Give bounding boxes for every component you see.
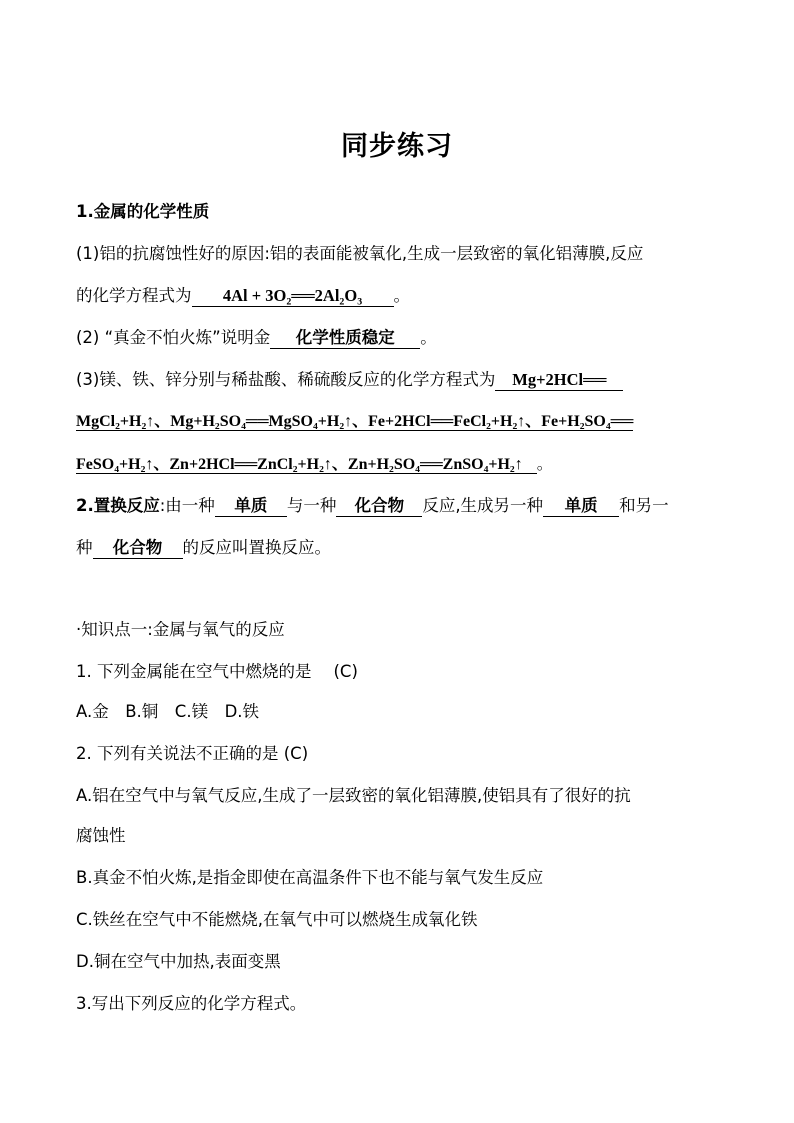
q2-option-d: D.铜在空气中加热,表面变黑 xyxy=(76,952,281,971)
section2-blank3: 单质 xyxy=(543,496,619,517)
q2-option-b: B.真金不怕火炼,是指金即使在高温条件下也不能与氧气发生反应 xyxy=(76,868,544,887)
item1-end: 。 xyxy=(393,286,410,305)
section2-text-f: 的反应叫置换反应。 xyxy=(182,538,331,557)
item2-line xyxy=(76,326,726,350)
section2-text-a: :由一种 xyxy=(159,496,215,515)
page-title: 同步练习 xyxy=(341,131,453,162)
item3-end: 。 xyxy=(536,454,553,473)
q2-option-a-line1: A.铝在空气中与氧气反应,生成了一层致密的氧化铝薄膜,使铝具有了很好的抗 xyxy=(76,786,631,805)
q2-option-c: C.铁丝在空气中不能燃烧,在氧气中可以燃烧生成氧化铁 xyxy=(76,910,478,929)
section2-text-b: 与一种 xyxy=(286,496,337,515)
item3-answer-c: FeSO₄+H₂↑、Zn+2HCl══ZnCl₂+H₂↑、Zn+H₂SO₄══ZnSO₄+H₂↑ xyxy=(76,456,537,474)
section2-blank1: 单质 xyxy=(215,496,287,517)
section2-blank4: 化合物 xyxy=(93,538,183,559)
item1-line-b xyxy=(76,284,726,308)
item2-text: (2) “真金不怕火炼”说明金 xyxy=(76,328,271,347)
section2-text-c: 反应,生成另一种 xyxy=(422,496,544,515)
q3-stem: 3.写出下列反应的化学方程式。 xyxy=(76,994,307,1013)
section1-heading: 1.金属的化学性质 xyxy=(76,202,210,221)
q2-option-a-line2: 腐蚀性 xyxy=(76,826,126,845)
section2-blank2: 化合物 xyxy=(336,496,422,517)
item3-answer-a: Mg+2HCl══ xyxy=(495,370,623,391)
q1-stem: 1. 下列金属能在空气中燃烧的是 xyxy=(76,662,312,681)
q2-stem: 2. 下列有关说法不正确的是 (C) xyxy=(76,744,309,763)
section2-line-a xyxy=(76,494,726,518)
q1-stem-line xyxy=(76,660,726,684)
section2-text-e: 种 xyxy=(76,538,93,557)
section2-heading: 2.置换反应 xyxy=(76,496,160,515)
item3-answer-b: MgCl₂+H₂↑、Mg+H₂SO₄══MgSO₄+H₂↑、Fe+2HCl══FeCl₂+H₂↑、Fe+H₂SO₄══ xyxy=(76,413,634,430)
item3-text: (3)镁、铁、锌分别与稀盐酸、稀硫酸反应的化学方程式为 xyxy=(76,370,496,389)
section2-line-b xyxy=(76,536,726,560)
q1-options: A.金 B.铜 C.镁 D.铁 xyxy=(76,702,260,721)
item1-answer: 4Al + 3O₂══2Al₂O₃ xyxy=(192,286,394,307)
q1-answer: (C) xyxy=(333,662,358,681)
item3-line-c xyxy=(76,452,726,477)
item1-text-b: 的化学方程式为 xyxy=(76,286,192,305)
item3-line-a xyxy=(76,368,726,392)
knowledge-point-heading: ·知识点一:金属与氧气的反应 xyxy=(76,620,285,639)
item1-line-a: (1)铝的抗腐蚀性好的原因:铝的表面能被氧化,生成一层致密的氧化铝薄膜,反应 xyxy=(76,244,644,263)
item2-end: 。 xyxy=(420,328,437,347)
section2-text-d: 和另一 xyxy=(619,496,669,515)
item3-line-b xyxy=(76,410,726,434)
item2-answer: 化学性质稳定 xyxy=(270,328,420,349)
